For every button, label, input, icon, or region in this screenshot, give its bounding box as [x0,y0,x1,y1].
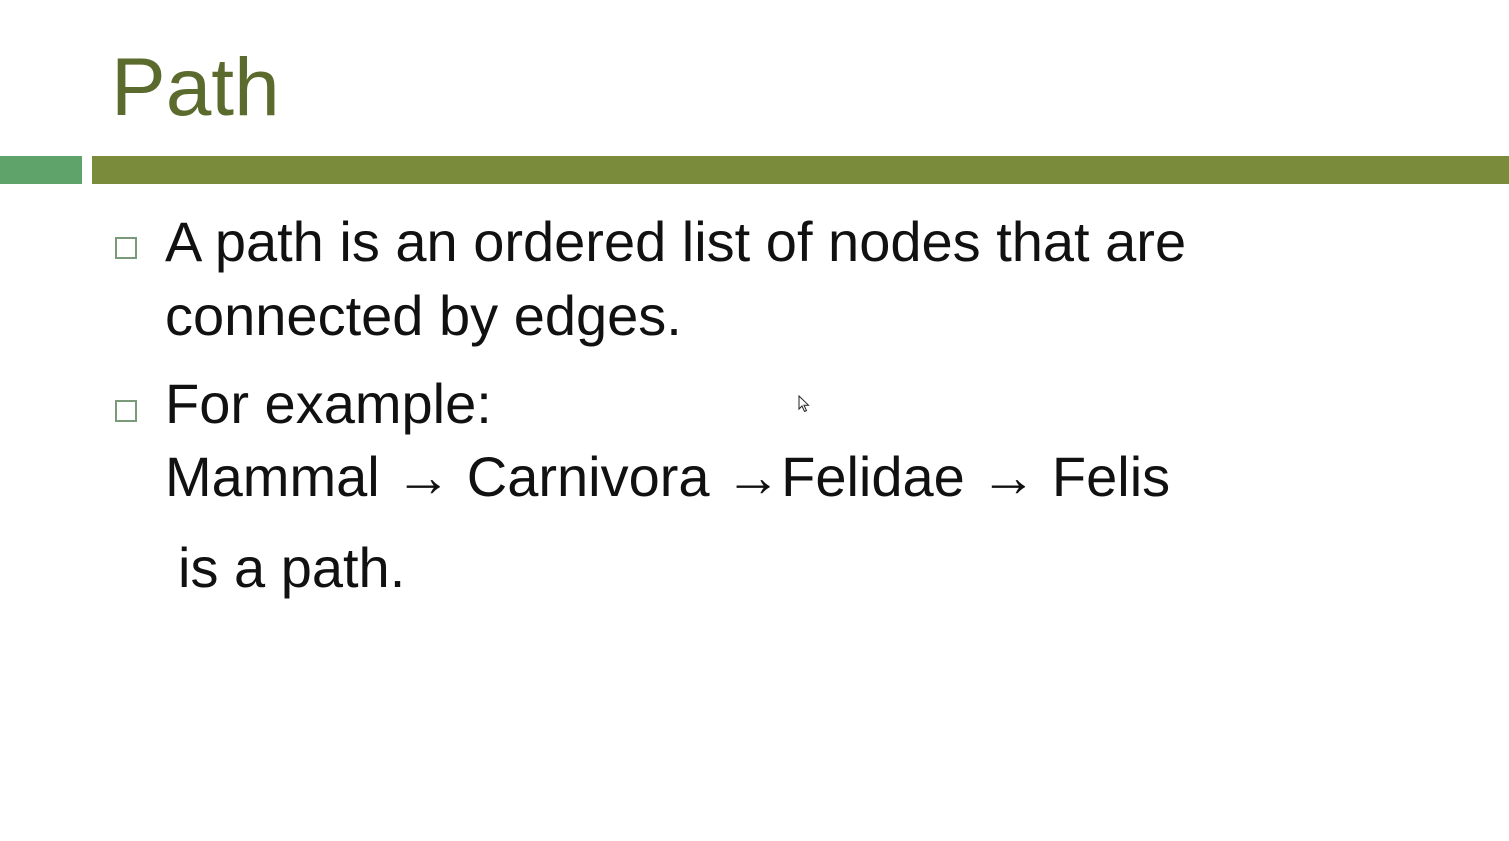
bullet-1-line-2: connected by edges. [165,284,682,347]
bullet-2-line-3: is a path. [178,536,406,599]
slide-title: Path [111,42,280,133]
bullet-2-line-1: For example: [165,372,492,435]
mouse-pointer-icon [798,395,810,413]
accent-bar-left [0,156,82,184]
square-bullet-icon [115,400,137,422]
bullet-2-line-2: Mammal → Carnivora →Felidae → Felis [165,445,1171,508]
square-bullet-icon [115,237,137,259]
bullet-1-line-1: A path is an ordered list of nodes that are [165,210,1187,273]
accent-bar-right [92,156,1509,184]
